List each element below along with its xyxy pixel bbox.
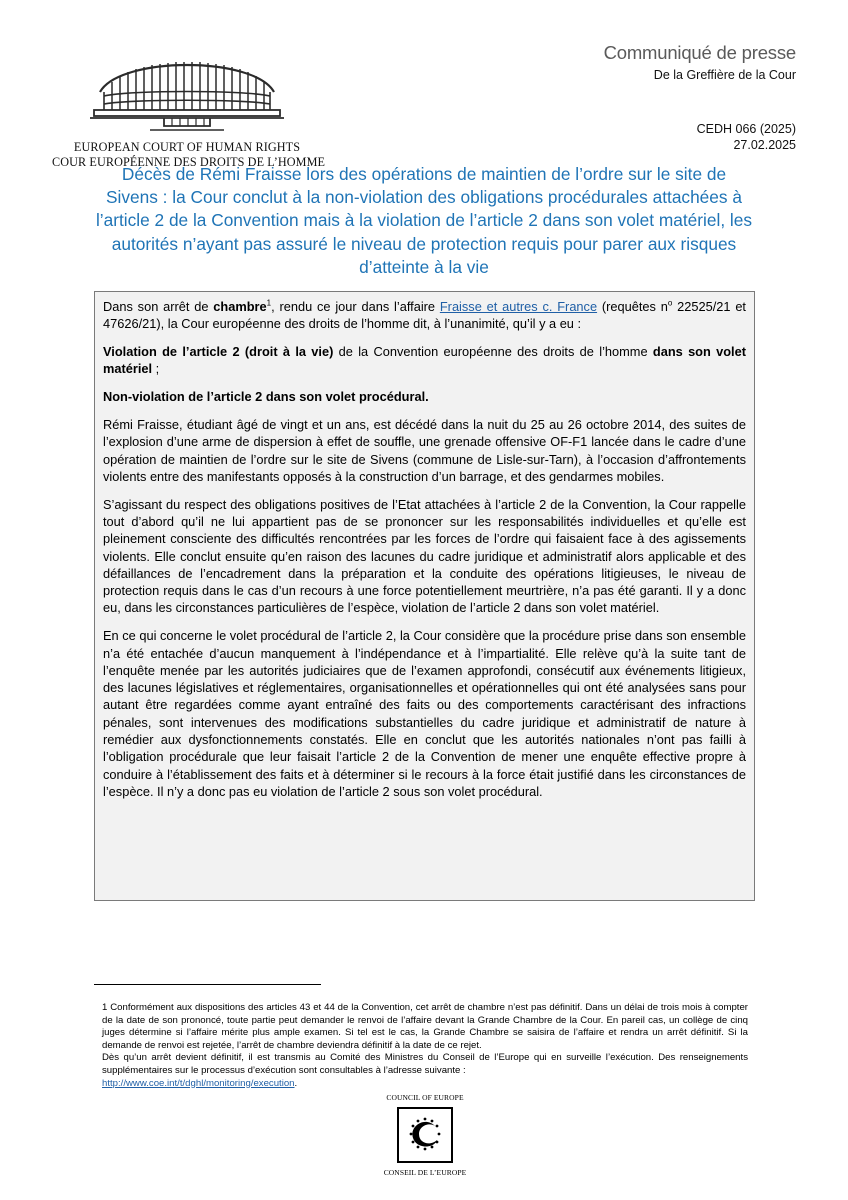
- intro-text-a: Dans son arrêt de: [103, 299, 214, 314]
- footnote-text: 1 Conformément aux dispositions des articles 43 et 44 de la Convention, cet arrêt de chambre n’est pas définitif. Dans un délai de trois mois à compter de la date de son prononcé, toute partie peut demander le renvoi de l’affaire devant la Grande Chambre de la Cour. En pareil cas, un collège de cinq juges détermine si l’affaire mérite plus ample examen. Si tel est le cas, la Grande Chambre se saisira de l’affaire et rendra un arrêt définitif. Si la demande de renvoi est rejetée, l’arrêt de chambre deviendra définitif à la date de ce rejet.: [102, 1002, 748, 1051]
- substantive-paragraph: S’agissant du respect des obligations positives de l’Etat attachées à l’article 2 de la Convention, la Cour rappelle tout d’abord qu’il ne lui appartient pas de se prononcer sur les responsabilités individuelles et qu’elle est pleinement consciente des difficultés rencontrées par les forces de l’ordre qui faisaient face à des agissements violents. Elle conclut ensuite qu’en raison des lacunes du cadre juridique et administratif alors applicable et des défaillances de l’encadrement dans la préparation et la conduite des opérations litigieuses, le niveau de protection requis dans le cas d’un recours à une force potentiellement meurtrière, n’a pas été garanti. Il y a donc eu, dans les circonstances particulières de l’espèce, violation de l’article 2 dans son volet matériel.: [103, 496, 746, 616]
- intro-text-c: (requêtes n: [597, 299, 668, 314]
- court-building-icon: [90, 52, 284, 134]
- council-of-europe-logo: [380, 1093, 470, 1177]
- press-subtitle: De la Greffière de la Cour: [653, 68, 796, 82]
- finding-non-violation: [103, 388, 746, 405]
- footnote-execution-text: Dès qu’un arrêt devient définitif, il est transmis au Comité des Ministres du Conseil de l’Europe qui en surveille l’exécution. Des renseignements supplémentaires sur le processus d’exécution sont consultables à l’adresse suivante :: [102, 1052, 748, 1076]
- footnote: [102, 1002, 748, 1090]
- intro-text-b: , rendu ce jour dans l’affaire: [271, 299, 440, 314]
- footnote-link-suffix: .: [294, 1077, 298, 1089]
- summary-box: [94, 291, 755, 901]
- finding-violation: [103, 343, 746, 378]
- page-title: Décès de Rémi Fraisse lors des opérations de maintien de l’ordre sur le site de Sivens : la Cour conclut à la non-violation des obligations procédurales attachées à l’article 2 de la Convention mais à la violation de l’article 2 dans son volet matériel, les autorités n’ayant pas assuré le niveau de protection requis pour parer aux risques d’atteinte à la vie: [95, 164, 753, 277]
- number-superscript: o: [667, 298, 673, 308]
- logo-line-french: COUR EUROPÉENNE DES DROITS DE L’HOMME: [52, 155, 326, 169]
- violation-bold: Violation de l’article 2 (droit à la vie): [103, 344, 334, 360]
- coe-label-french: CONSEIL DE L’EUROPE: [383, 1168, 467, 1177]
- execution-link[interactable]: http://www.coe.int/t/dghl/monitoring/execution: [102, 1077, 295, 1089]
- council-of-europe-emblem-icon: [395, 1106, 455, 1164]
- coe-label-english: COUNCIL OF EUROPE: [386, 1093, 464, 1102]
- press-title: Communiqué de presse: [603, 42, 796, 63]
- footnote-marker[interactable]: 1: [266, 298, 272, 308]
- violation-aspect: dans son volet matériel: [103, 344, 746, 377]
- press-reference: [697, 121, 796, 153]
- summary-intro: [103, 298, 746, 333]
- release-date: 27.02.2025: [733, 138, 796, 152]
- case-link[interactable]: Fraisse et autres c. France: [439, 299, 598, 314]
- footnote-text-2: [102, 1052, 748, 1090]
- chamber-label: chambre: [213, 299, 267, 314]
- violation-text: de la Convention européenne des droits de l’homme: [333, 344, 653, 360]
- facts-paragraph: Rémi Fraisse, étudiant âgé de vingt et un ans, est décédé dans la nuit du 25 au 26 octobre 2014, des suites de l’explosion d’une arme de dispersion à effet de souffle, une grenade offensive OF-F1 lancée dans le cadre d’une opération de maintien de l’ordre sur le site de Sivens (commune de Lisle-sur-Tarn), à l’occasion d’affrontements violents entre des manifestants opposés à la construction d’un barrage, et des gendarmes mobiles.: [103, 416, 746, 484]
- reference-number: CEDH 066 (2025): [696, 122, 796, 136]
- violation-end: ;: [152, 361, 160, 377]
- footnote-separator: [94, 984, 321, 985]
- non-violation-text: Non-violation de l’article 2 dans son volet procédural.: [103, 389, 429, 405]
- court-logo: [52, 52, 326, 170]
- press-header: [604, 42, 796, 82]
- logo-line-english: EUROPEAN COURT OF HUMAN RIGHTS: [73, 140, 301, 154]
- intro-text-d: 22525/21 et 47626/21), la Cour européenne des droits de l’homme dit, à l’unanimité, qu’il y a eu :: [103, 299, 746, 332]
- procedural-paragraph: En ce qui concerne le volet procédural de l’article 2, la Cour considère que la procédure prise dans son ensemble n’a été entachée d’aucun manquement à l’indépendance et à l’impartialité. Elle relève qu’à la suite tant de l’enquête menée par les autorités judiciaires que de l’examen approfondi, consécutif aux événements litigieux, des lacunes législatives et réglementaires, organisationnelles et opérationnelles qui ont été analysées sans pour autant être regardées comme ayant entraîné des faits ou des comportements caractérisant des infractions pénales, sont intervenues des modifications substantielles du cadre juridique et administratif de nature à remédier aux dysfonctionnements constatés. Elle en conclut que les autorités nationales n’ont pas failli à l’obligation procédurale que leur faisait l’article 2 de la Convention de mener une enquête effective propre à conduire à l’établissement des faits et à déterminer si le recours à la force était justifié dans les circonstances de l’espèce. Il n’y a donc pas eu violation de l’article 2 sous son volet procédural.: [103, 628, 746, 799]
